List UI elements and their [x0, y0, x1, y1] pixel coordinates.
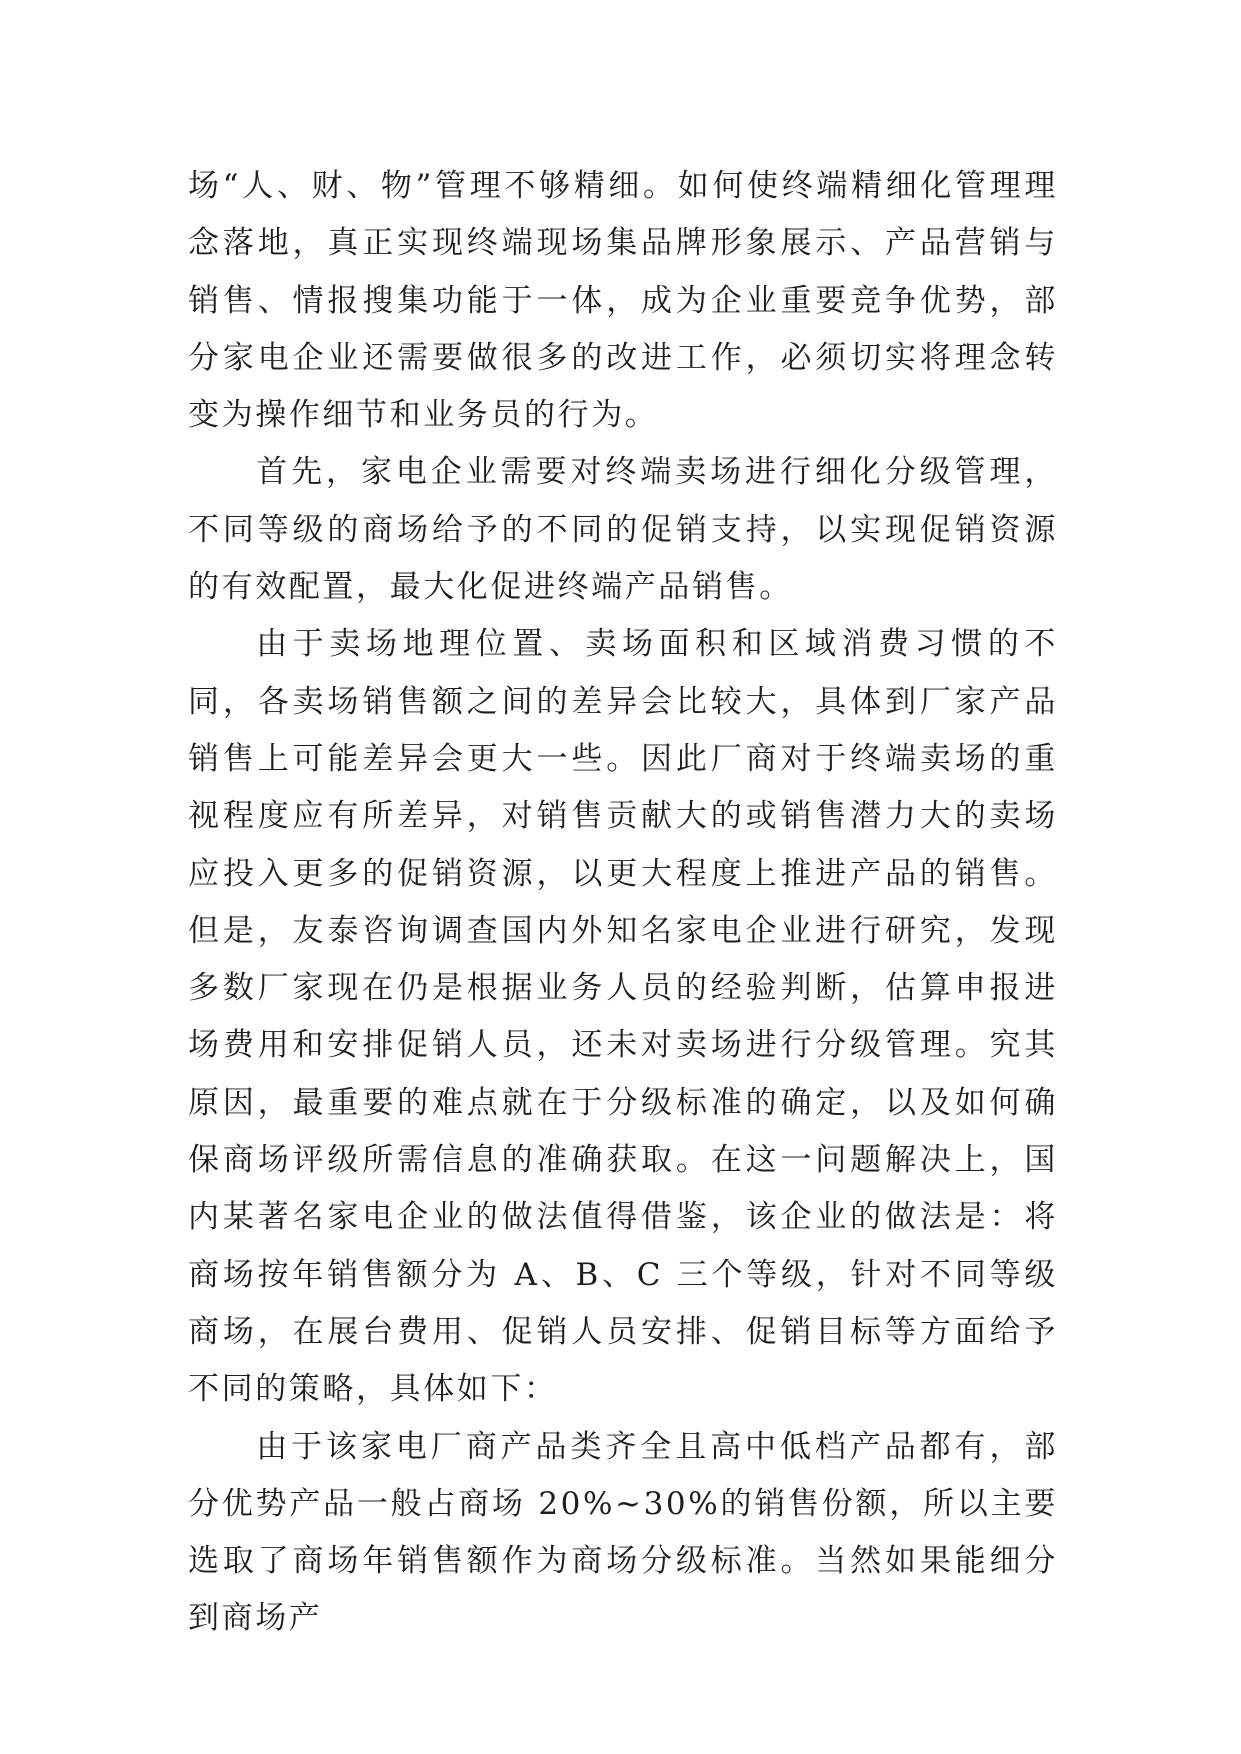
paragraph-4: 由于该家电厂商产品类齐全且高中低档产品都有，部分优势产品一般占商场 20%~30%的销售份额，所以主要选取了商场年销售额作为商场分级标准。当然如果能细分到商场产 — [188, 1428, 1058, 1637]
document-body — [188, 158, 1058, 1648]
paragraph-2: 首先，家电企业需要对终端卖场进行细化分级管理，不同等级的商场给予的不同的促销支持，以实现促销资源的有效配置，最大化促进终端产品销售。 — [188, 454, 1058, 606]
paragraph-1: 场“人、财、物”管理不够精细。如何使终端精细化管理理念落地，真正实现终端现场集品牌形象展示、产品营销与销售、情报搜集功能于一体，成为企业重要竞争优势，部分家电企业还需要做很多的改进工作，必须切实将理念转变为操作细节和业务员的行为。 — [188, 168, 1058, 434]
paragraph-3: 由于卖场地理位置、卖场面积和区域消费习惯的不同，各卖场销售额之间的差异会比较大，具体到厂家产品销售上可能差异会更大一些。因此厂商对于终端卖场的重视程度应有所差异，对销售贡献大的或销售潜力大的卖场应投入更多的促销资源，以更大程度上推进产品的销售。但是，友泰咨询调查国内外知名家电企业进行研究，发现多数厂家现在仍是根据业务人员的经验判断，估算申报进场费用和安排促销人员，还未对卖场进行分级管理。究其原因，最重要的难点就在于分级标准的确定，以及如何确保商场评级所需信息的准确获取。在这一问题解决上，国内某著名家电企业的做法值得借鉴，该企业的做法是：将商场按年销售额分为 A、B、C 三个等级，针对不同等级商场，在展台费用、促销人员安排、促销目标等方面给予不同的策略，具体如下： — [188, 626, 1058, 1408]
